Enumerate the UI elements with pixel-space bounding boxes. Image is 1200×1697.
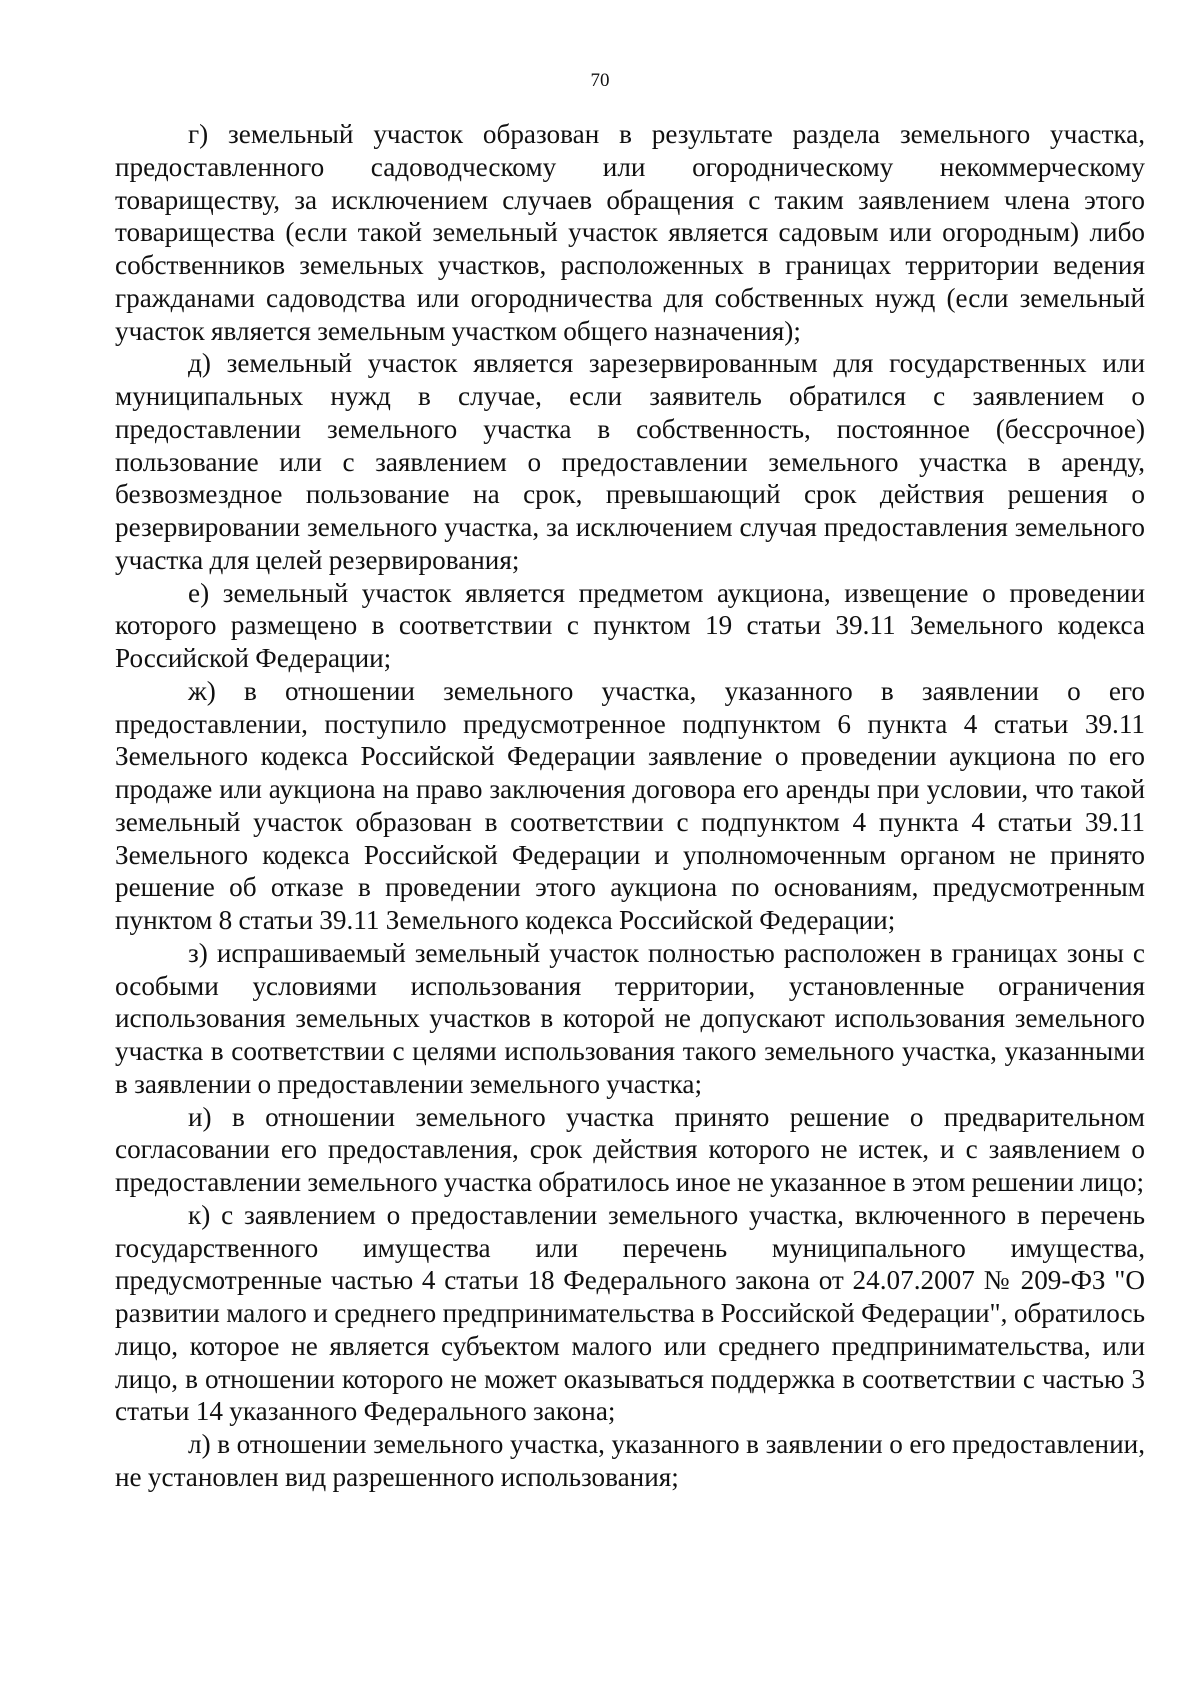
paragraph-e: е) земельный участок является предметом аукциона, извещение о проведении которого размещено в соответствии с пунктом 19 статьи 39.11 Земельного кодекса Российской Федерации;: [115, 577, 1145, 673]
paragraph-k: к) с заявлением о предоставлении земельного участка, включенного в перечень государственного имущества или перечень муниципального имущества, предусмотренные частью 4 статьи 18 Федерального закона от 24.07.2007 № 209-ФЗ "О развитии малого и среднего предпринимательства в Российской Федерации", обратилось лицо, которое не является субъектом малого или среднего предпринимательства, или лицо, в отношении которого не может оказываться поддержка в соответствии с частью 3 статьи 14 указанного Федерального закона;: [115, 1199, 1145, 1427]
paragraph-i: и) в отношении земельного участка принято решение о предварительном согласовании его предоставления, срок действия которого не истек, и с заявлением о предоставлении земельного участка обратилось иное не указанное в этом решении лицо;: [115, 1101, 1145, 1197]
paragraph-d: д) земельный участок является зарезервированным для государственных или муниципальных нужд в случае, если заявитель обратился с заявлением о предоставлении земельного участка в собственность, постоянное (бессрочное) пользование или с заявлением о предоставлении земельного участка в аренду, безвозмездное пользование на срок, превышающий срок действия решения о резервировании земельного участка, за исключением случая предоставления земельного участка для целей резервирования;: [115, 348, 1145, 575]
paragraph-l: л) в отношении земельного участка, указанного в заявлении о его предоставлении, не установлен вид разрешенного использования;: [115, 1429, 1145, 1492]
paragraph-g: г) земельный участок образован в результате раздела земельного участка, предоставленного садоводческому или огородническому некоммерческому товариществу, за исключением случаев обращения с таким заявлением члена этого товарищества (если такой земельный участок является садовым или огородным) либо собственников земельных участков, расположенных в границах территории ведения гражданами садоводства или огородничества для собственных нужд (если земельный участок является земельным участком общего назначения);: [115, 119, 1145, 346]
paragraph-z: з) испрашиваемый земельный участок полностью расположен в границах зоны с особыми условиями использования территории, установленные ограничения использования земельных участков в которой не допускают использования земельного участка в соответствии с целями использования такого земельного участка, указанными в заявлении о предоставлении земельного участка;: [115, 937, 1145, 1099]
document-body: [115, 118, 1145, 1494]
paragraph-zh: ж) в отношении земельного участка, указанного в заявлении о его предоставлении, поступило предусмотренное подпунктом 6 пункта 4 статьи 39.11 Земельного кодекса Российской Федерации заявление о проведении аукциона по его продаже или аукциона на право заключения договора его аренды при условии, что такой земельный участок образован в соответствии с подпунктом 4 пункта 4 статьи 39.11 Земельного кодекса Российской Федерации и уполномоченным органом не принято решение об отказе в проведении этого аукциона по основаниям, предусмотренным пунктом 8 статьи 39.11 Земельного кодекса Российской Федерации;: [115, 675, 1145, 935]
page-number: 70: [590, 70, 610, 91]
